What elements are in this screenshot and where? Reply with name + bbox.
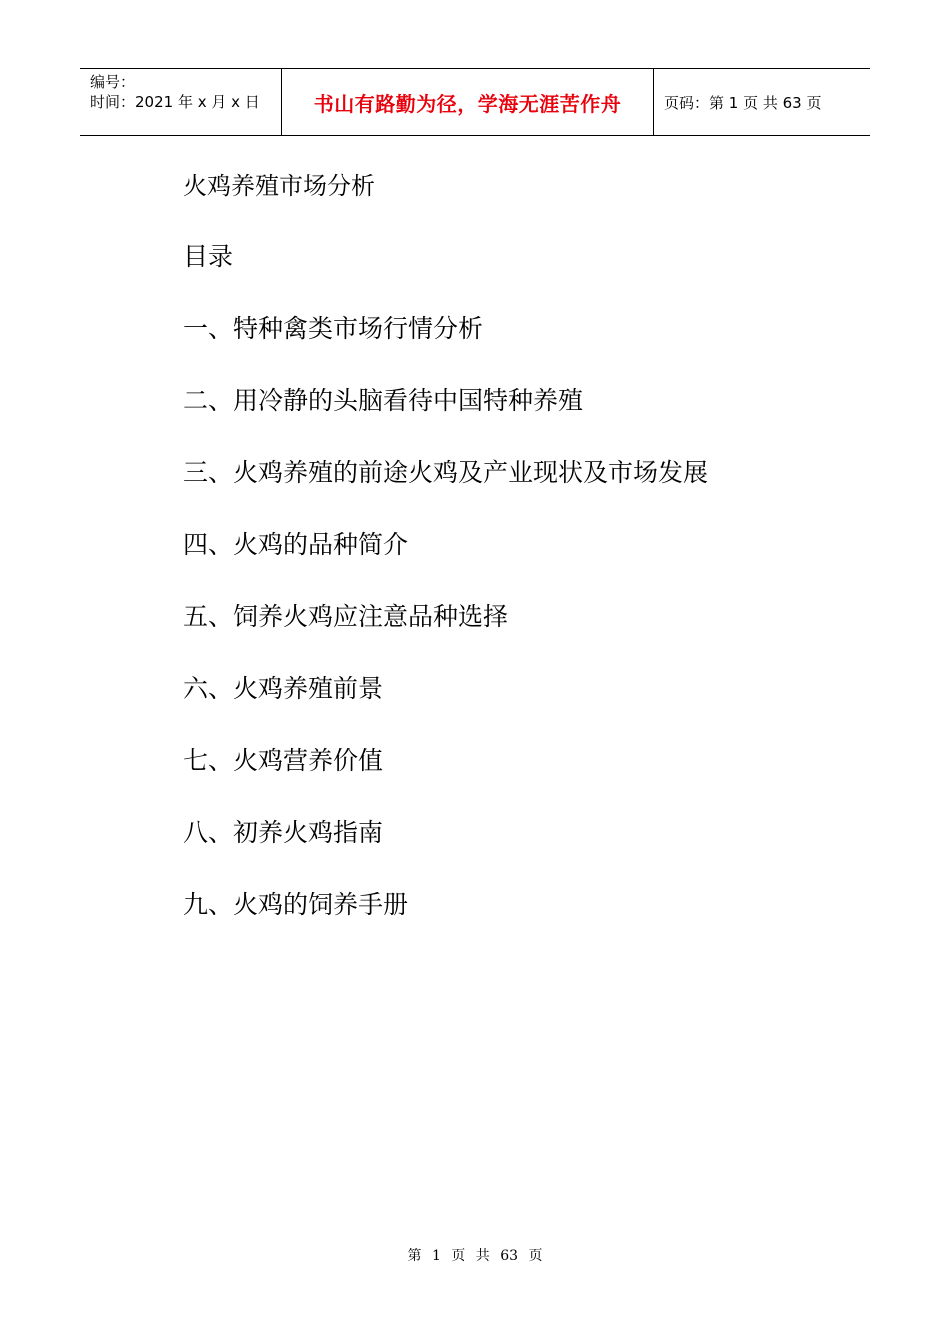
footer-page-number: 第 1 页 共 63 页 [407, 1248, 543, 1264]
header-page-cell [654, 69, 870, 135]
toc-item: 六、火鸡养殖前景 [183, 674, 384, 703]
page-header [80, 68, 870, 136]
date-label: 时间：2021 年 x 月 x 日 [90, 93, 260, 111]
toc-item: 一、特种禽类市场行情分析 [183, 314, 484, 343]
header-motto-cell [282, 69, 654, 135]
toc-item: 四、火鸡的品种简介 [183, 530, 409, 559]
toc-item: 九、火鸡的饲养手册 [183, 890, 409, 919]
table-of-contents [183, 313, 708, 961]
toc-item: 三、火鸡养殖的前途火鸡及产业现状及市场发展 [183, 458, 709, 487]
toc-item: 二、用冷静的头脑看待中国特种养殖 [183, 386, 584, 415]
document-title: 火鸡养殖市场分析 [183, 172, 375, 200]
toc-item: 七、火鸡营养价值 [183, 746, 384, 775]
serial-number-label: 编号： [90, 73, 136, 91]
header-meta-cell [80, 69, 282, 135]
toc-item: 八、初养火鸡指南 [183, 818, 384, 847]
toc-item: 五、饲养火鸡应注意品种选择 [183, 602, 509, 631]
page-footer [0, 1245, 950, 1265]
header-motto: 书山有路勤为径，学海无涯苦作舟 [313, 91, 622, 116]
toc-heading: 目录 [183, 242, 234, 271]
header-page-info: 页码：第 1 页 共 63 页 [664, 93, 822, 112]
